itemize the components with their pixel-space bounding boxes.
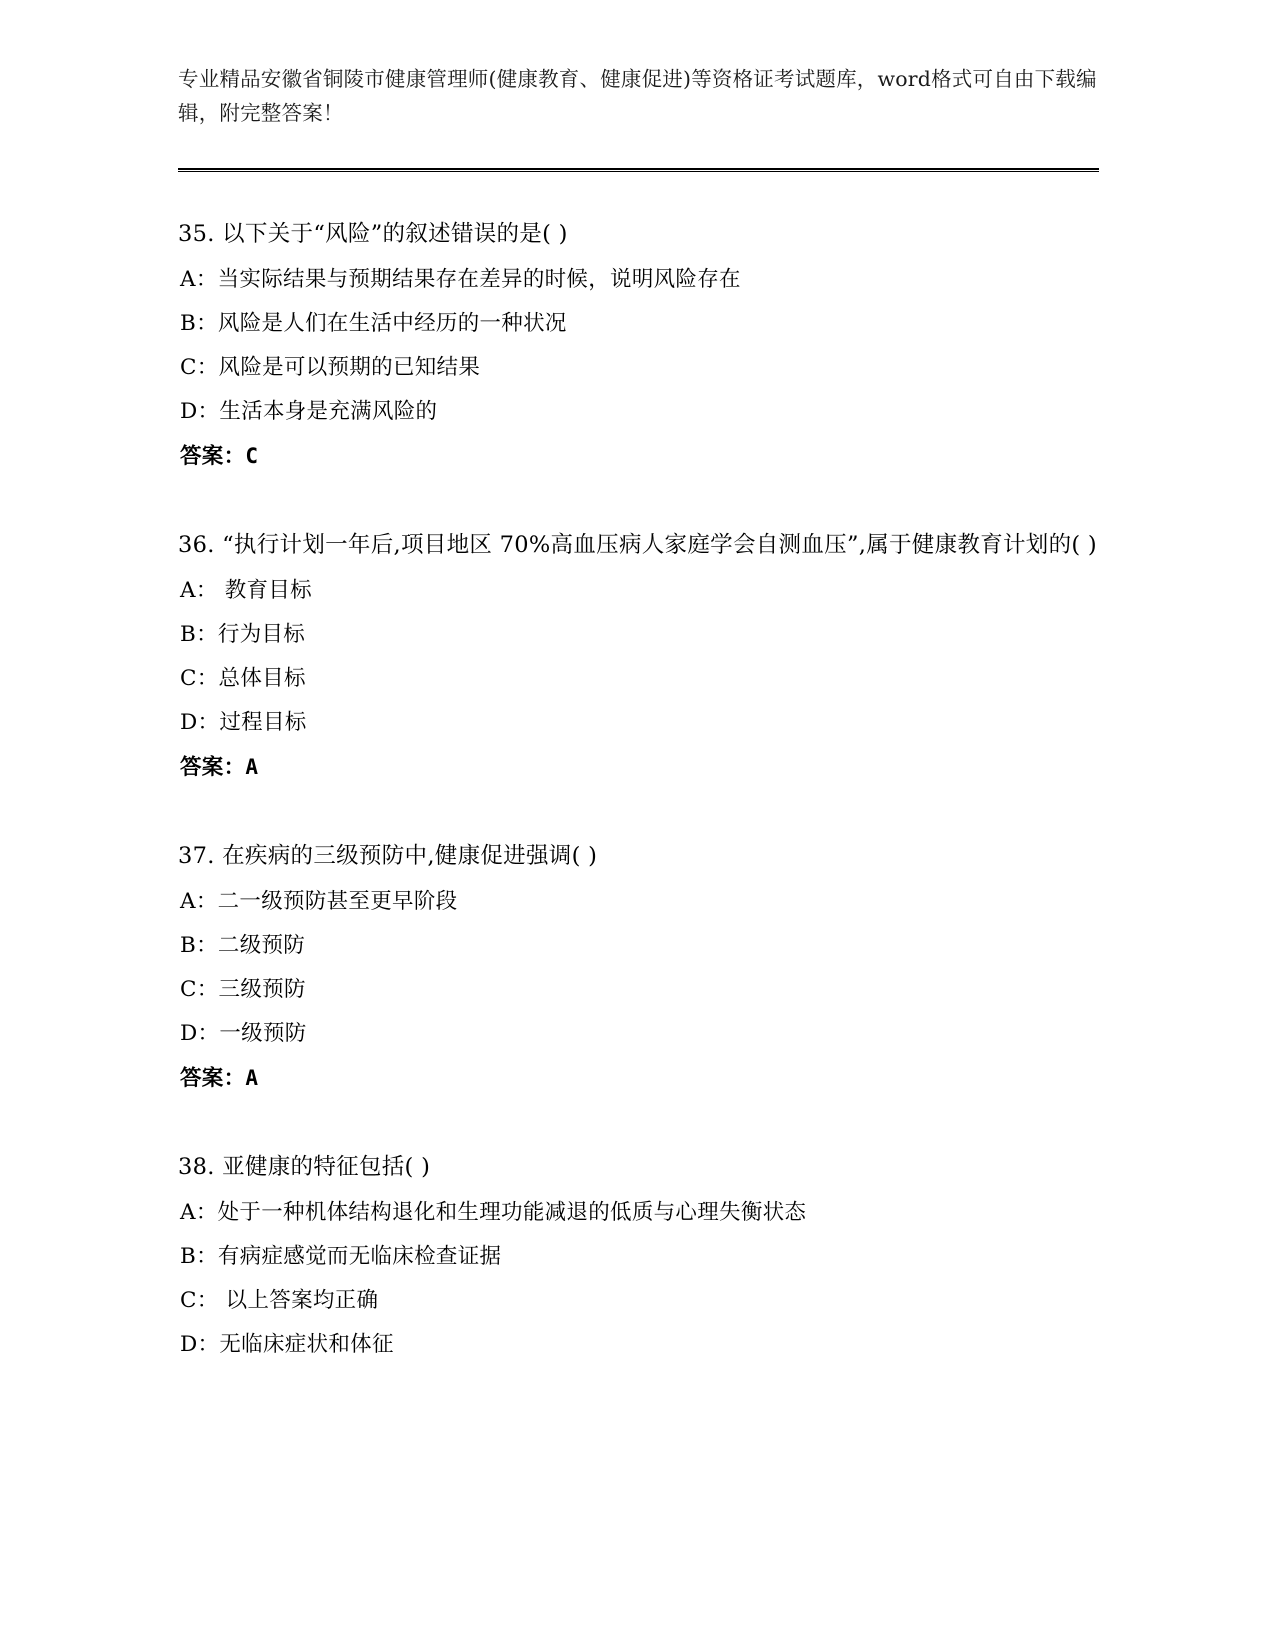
header-divider	[178, 168, 1099, 172]
question-option: C： 以上答案均正确	[180, 1288, 379, 1313]
question-option: B：风险是人们在生活中经历的一种状况	[180, 311, 567, 336]
answer-line	[178, 1056, 1103, 1101]
question-block	[178, 212, 1103, 479]
page-header: 专业精品安徽省铜陵市健康管理师(健康教育、健康促进)等资格证考试题库，word格式可自由下载编辑，附完整答案！	[178, 67, 1097, 125]
question-option: C：风险是可以预期的已知结果	[180, 355, 481, 380]
question-option: D：一级预防	[180, 1021, 307, 1046]
answer-label: 答案：	[180, 1066, 246, 1091]
answer-value: A	[245, 755, 259, 779]
question-option: C：三级预防	[180, 977, 306, 1002]
question-stem: 36. “执行计划一年后,项目地区 70%高血压病人家庭学会自测血压”,属于健康教育计划的( )	[178, 532, 1098, 558]
answer-line	[178, 745, 1103, 790]
question-block	[178, 523, 1103, 790]
answer-label: 答案：	[180, 755, 246, 780]
question-option: B：二级预防	[180, 933, 306, 958]
question-block	[178, 834, 1103, 1101]
question-stem: 35. 以下关于“风险”的叙述错误的是( )	[178, 221, 568, 247]
answer-line	[178, 434, 1103, 479]
question-option: A： 教育目标	[180, 578, 312, 603]
question-option: C：总体目标	[180, 666, 306, 691]
question-option: A：当实际结果与预期结果存在差异的时候，说明风险存在	[180, 267, 741, 292]
question-option: B：行为目标	[180, 622, 306, 647]
question-block	[178, 1145, 1103, 1367]
answer-value: A	[245, 1066, 259, 1090]
question-option: A：二一级预防甚至更早阶段	[180, 889, 458, 914]
questions-container	[178, 212, 1103, 1411]
question-option: D：生活本身是充满风险的	[180, 399, 438, 424]
answer-label: 答案：	[180, 444, 246, 469]
question-option: A：处于一种机体结构退化和生理功能减退的低质与心理失衡状态	[180, 1200, 807, 1225]
answer-value: C	[245, 444, 259, 468]
question-stem: 37. 在疾病的三级预防中,健康促进强调( )	[178, 843, 598, 869]
question-stem: 38. 亚健康的特征包括( )	[178, 1154, 431, 1180]
question-option: D：过程目标	[180, 710, 307, 735]
question-option: B：有病症感觉而无临床检查证据	[180, 1244, 502, 1269]
question-option: D：无临床症状和体征	[180, 1332, 394, 1357]
